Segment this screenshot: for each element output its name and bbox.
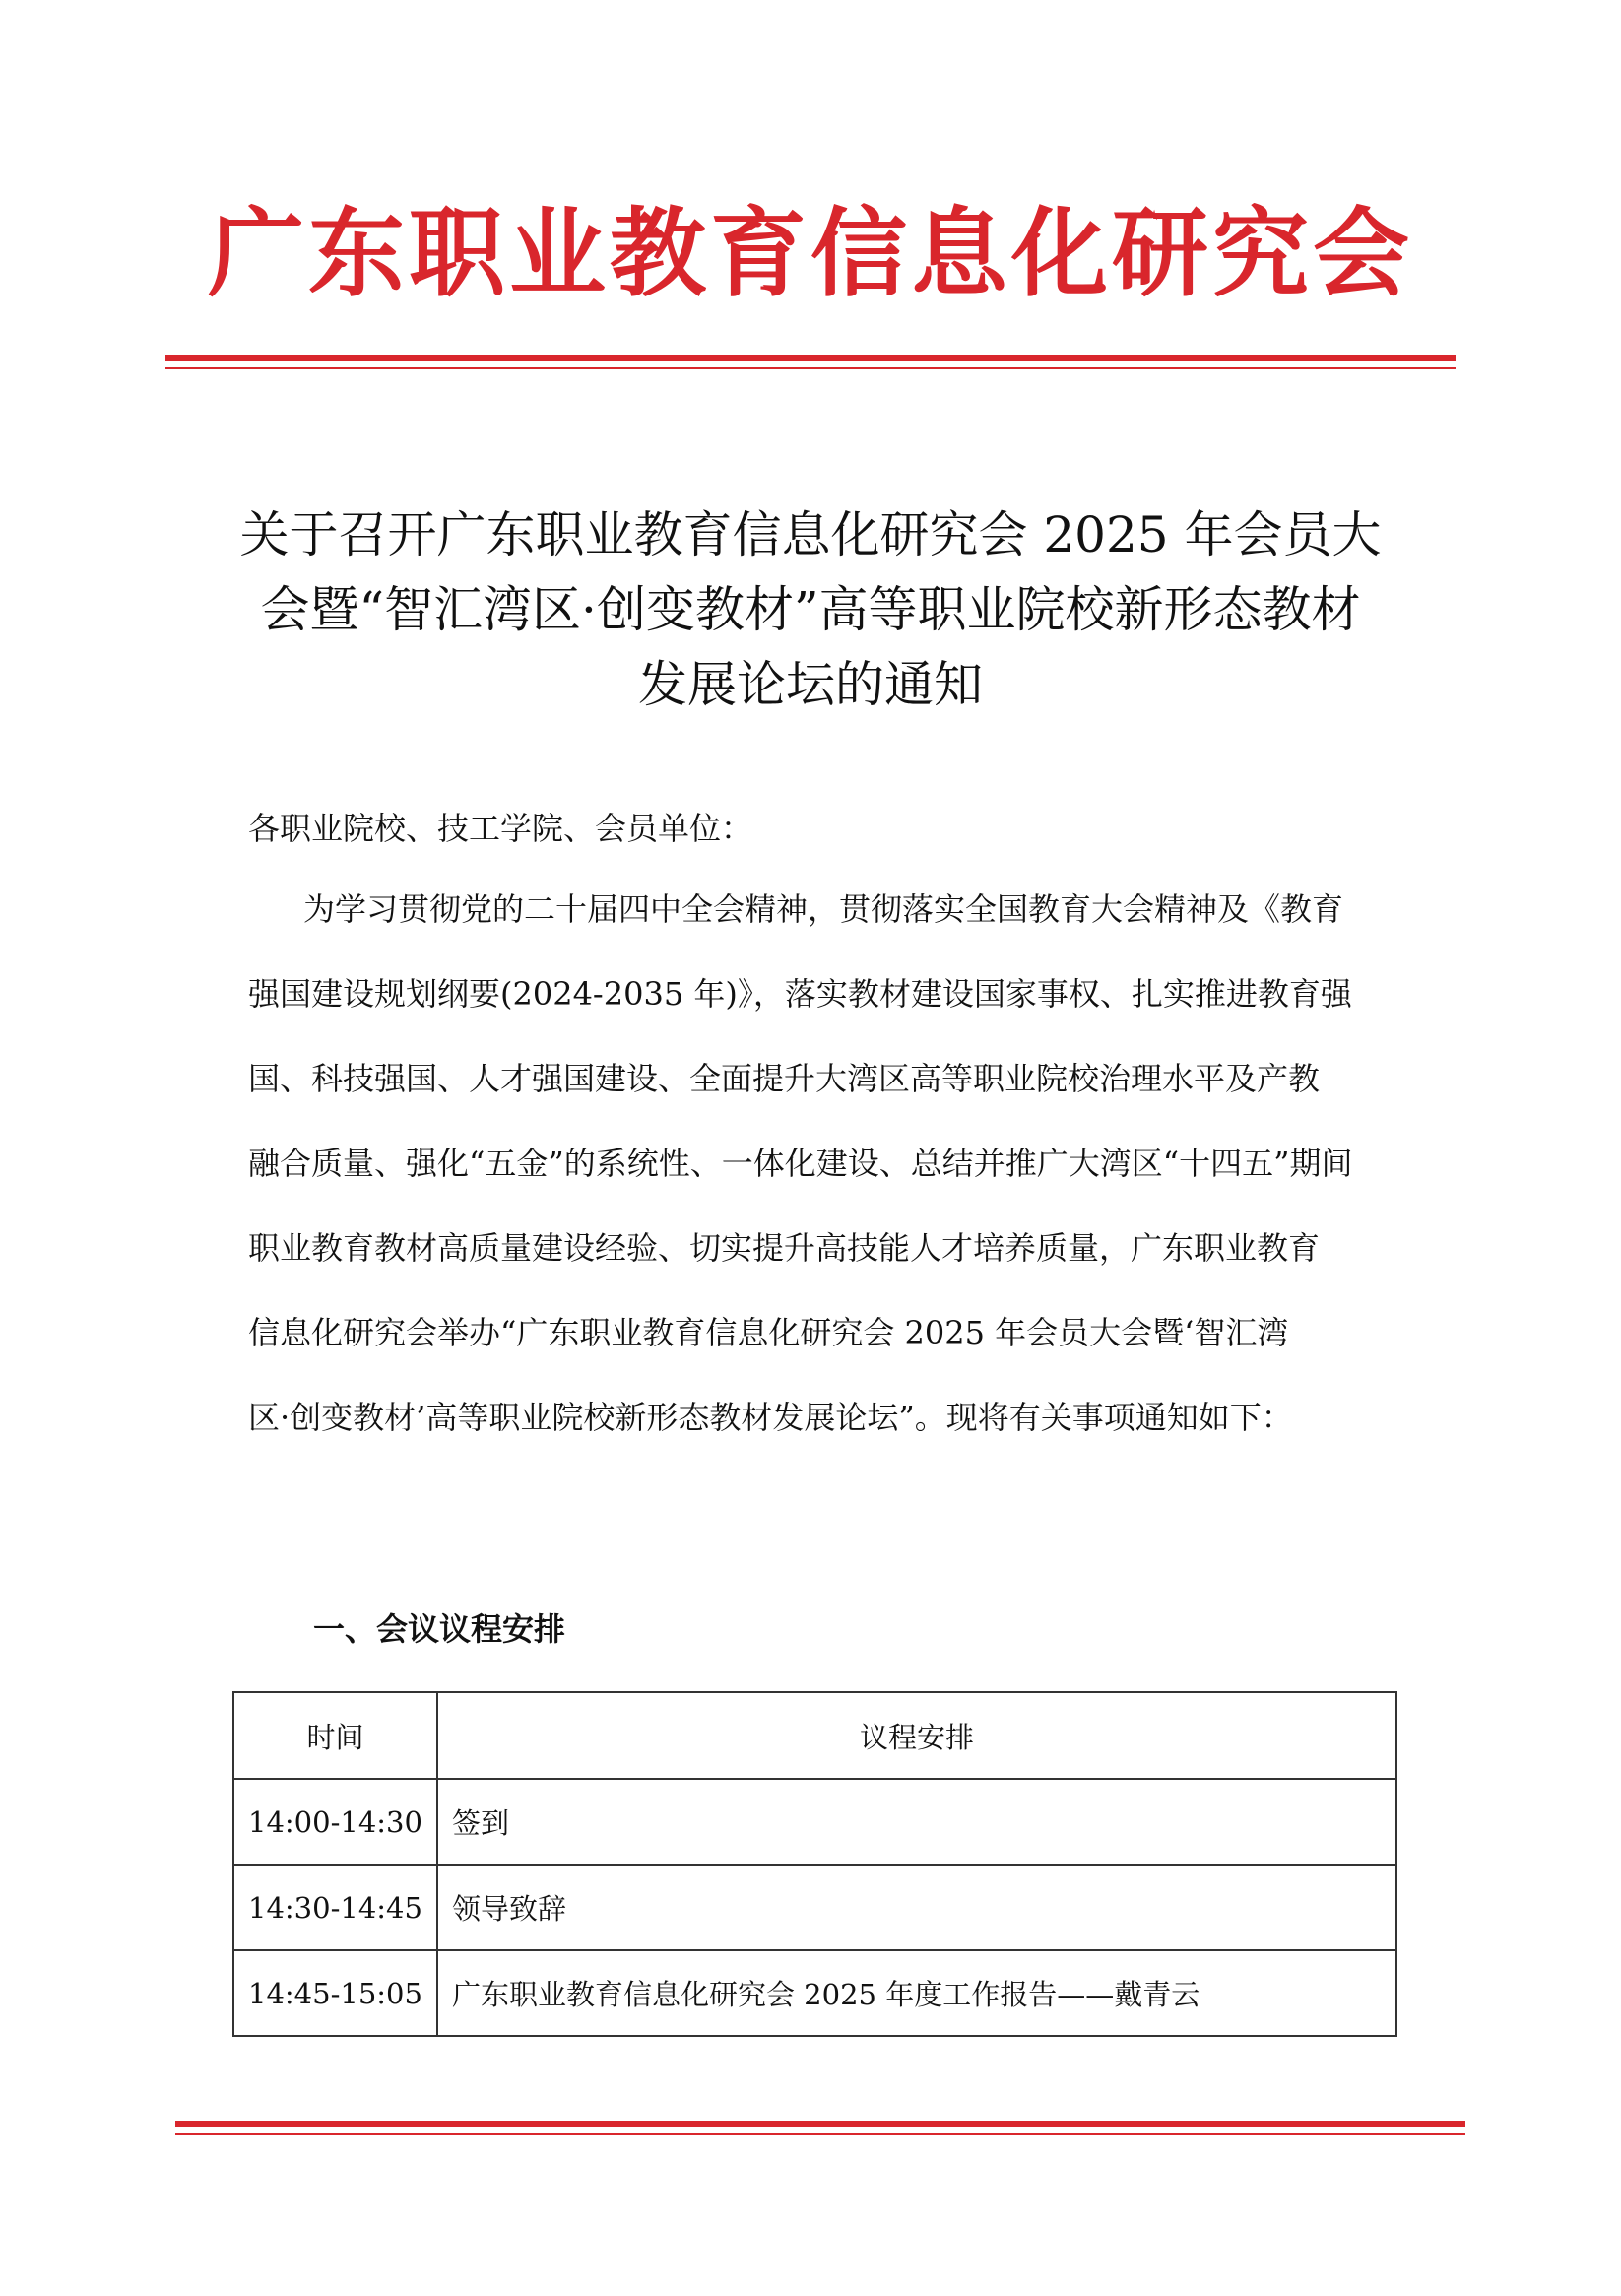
salutation: 各职业院校、技工学院、会员单位： [248, 810, 753, 847]
body-line: 强国建设规划纲要(2024-2035 年)》，落实教材建设国家事权、扎实推进教育强 [248, 975, 1352, 1013]
notice-title-line: 关于召开广东职业教育信息化研究会 2025 年会员大 [239, 506, 1382, 563]
notice-title [197, 497, 1424, 722]
column-header-time: 时间 [233, 1692, 437, 1779]
table-row [233, 1950, 1396, 2036]
agenda-item: 广东职业教育信息化研究会 2025 年度工作报告——戴青云 [437, 1950, 1396, 2036]
body-line: 为学习贯彻党的二十届四中全会精神，贯彻落实全国教育大会精神及《教育 [303, 890, 1344, 928]
agenda-heading: 一、会议议程安排 [313, 1610, 566, 1648]
header-divider-thin [165, 367, 1456, 369]
body-line: 融合质量、强化“五金”的系统性、一体化建设、总结并推广大湾区“十四五”期间 [248, 1145, 1353, 1182]
table-header-row [233, 1692, 1396, 1779]
body-line: 区·创变教材’高等职业院校新形态教材发展论坛”。现将有关事项通知如下： [248, 1399, 1293, 1436]
agenda-item: 领导致辞 [437, 1865, 1396, 1950]
footer-divider-thick [175, 2121, 1465, 2127]
table-row [233, 1779, 1396, 1865]
body-line: 职业教育教材高质量建设经验、切实提升高技能人才培养质量，广东职业教育 [248, 1229, 1321, 1267]
notice-title-line: 会暨“智汇湾区·创变教材”高等职业院校新形态教材 [260, 581, 1361, 638]
agenda-time: 14:00-14:30 [233, 1779, 437, 1865]
body-line: 信息化研究会举办“广东职业教育信息化研究会 2025 年会员大会暨‘智汇湾 [248, 1314, 1289, 1351]
organization-masthead: 广东职业教育信息化研究会 [207, 198, 1413, 310]
agenda-time: 14:30-14:45 [233, 1865, 437, 1950]
notice-title-line: 发展论坛的通知 [638, 656, 983, 713]
agenda-table [232, 1691, 1397, 2037]
body-line: 国、科技强国、人才强国建设、全面提升大湾区高等职业院校治理水平及产教 [248, 1060, 1321, 1097]
column-header-agenda: 议程安排 [437, 1692, 1396, 1779]
footer-divider-thin [175, 2133, 1465, 2135]
agenda-item: 签到 [437, 1779, 1396, 1865]
header-divider-thick [165, 355, 1456, 361]
table-row [233, 1865, 1396, 1950]
agenda-time: 14:45-15:05 [233, 1950, 437, 2036]
